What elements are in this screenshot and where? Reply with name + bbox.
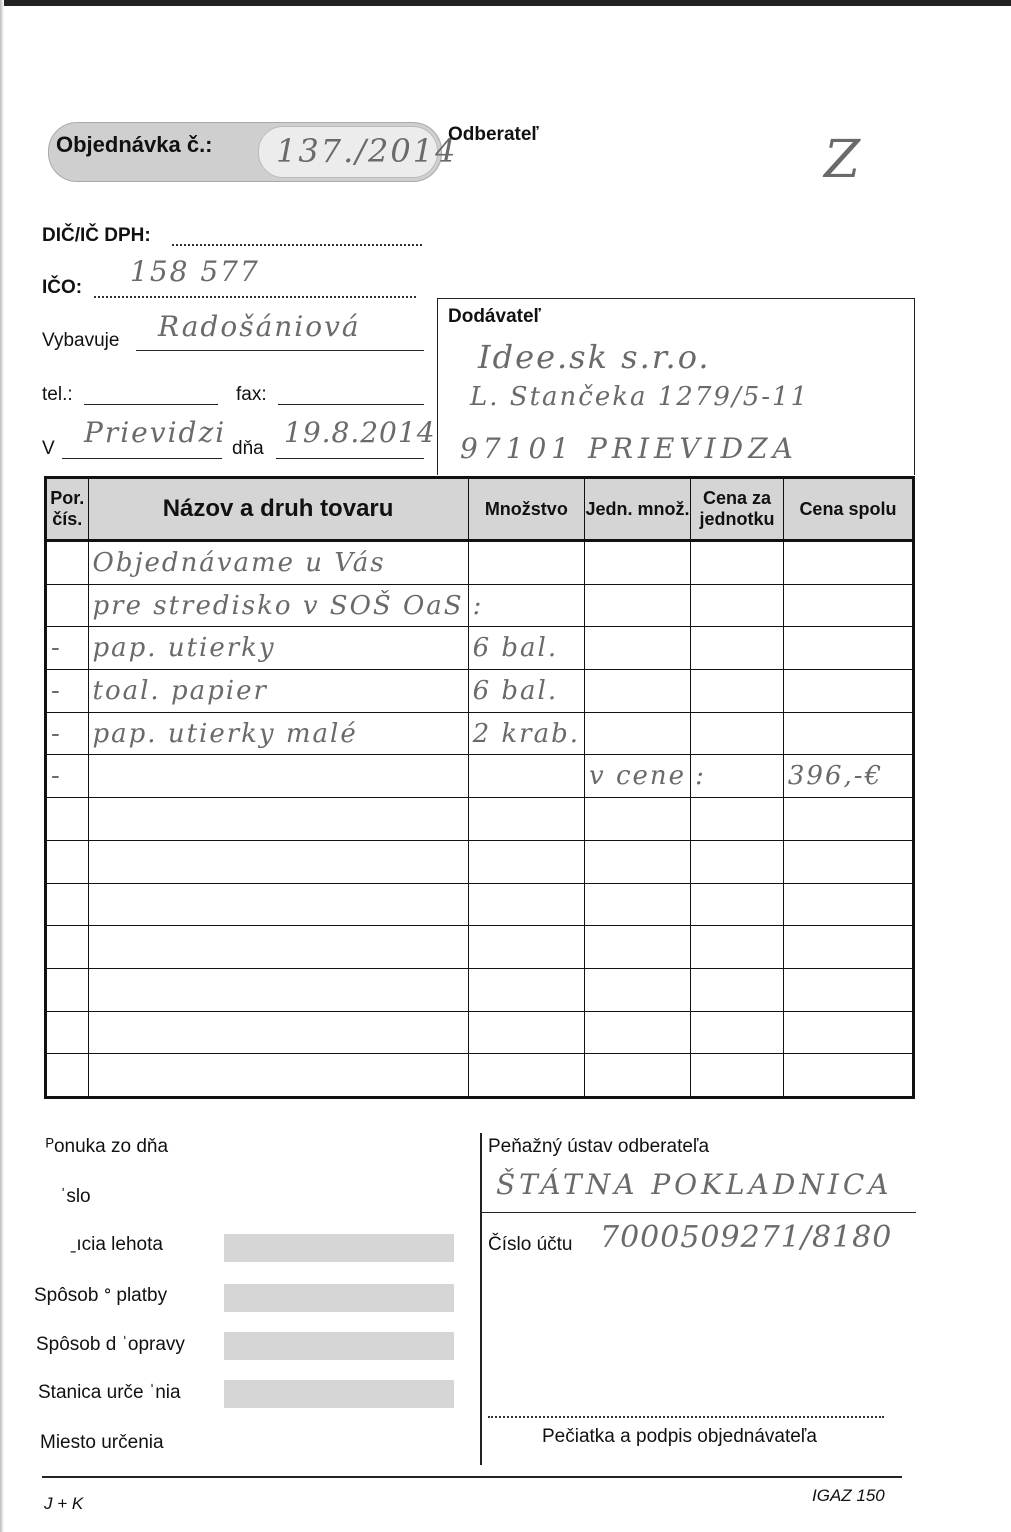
cell-unit-price[interactable] <box>691 670 784 713</box>
table-row <box>46 798 914 841</box>
supplier-city: 97101 PRIEVIDZA <box>460 432 798 465</box>
bank-value: ŠTÁTNA POKLADNICA <box>496 1168 893 1201</box>
cell-total-price[interactable] <box>783 541 913 585</box>
cell-quantity[interactable] <box>468 798 584 841</box>
handled-by-value: Radošániová <box>158 310 361 343</box>
column-header-number: Por. čís. <box>46 478 89 541</box>
cell-unit[interactable]: v cene <box>585 755 691 798</box>
date-label: dňa <box>232 438 264 459</box>
delivery-deadline-field[interactable] <box>224 1234 454 1262</box>
cell-unit-price[interactable]: : <box>691 755 784 798</box>
cell-quantity[interactable] <box>468 755 584 798</box>
cell-total-price[interactable] <box>783 798 913 841</box>
cell-unit-price[interactable] <box>691 541 784 585</box>
cell-item-name[interactable] <box>88 1011 468 1054</box>
bottom-rule <box>42 1476 902 1478</box>
cell-item-name[interactable] <box>88 926 468 969</box>
cell-unit[interactable] <box>585 926 691 969</box>
cell-unit[interactable] <box>585 627 691 670</box>
cell-item-name[interactable] <box>88 840 468 883</box>
table-row <box>46 541 914 585</box>
dic-field[interactable] <box>172 226 422 246</box>
table-row <box>46 755 914 798</box>
cell-total-price[interactable] <box>783 712 913 755</box>
supplier-name: Idee.sk s.r.o. <box>478 338 711 376</box>
destination-place-label: Miesto určenia <box>40 1432 164 1453</box>
corner-mark: Z <box>824 130 863 190</box>
account-label: Číslo účtu <box>488 1234 573 1255</box>
cell-unit-price[interactable] <box>691 627 784 670</box>
place-label: V <box>42 438 55 459</box>
cell-unit-price[interactable] <box>691 584 784 627</box>
items-table <box>44 476 915 1099</box>
cell-total-price[interactable] <box>783 670 913 713</box>
cell-number[interactable] <box>46 798 89 841</box>
cell-unit-price[interactable] <box>691 968 784 1011</box>
payment-method-label: Spôsob ᐤ platby <box>34 1285 168 1306</box>
cell-quantity[interactable]: : <box>468 584 584 627</box>
signature-label: Pečiatka a podpis objednávateľa <box>542 1426 817 1447</box>
cell-number[interactable] <box>46 1054 89 1098</box>
tel-field[interactable] <box>84 384 218 405</box>
order-number-value: 137./2014 <box>276 132 458 170</box>
cell-item-name[interactable] <box>88 798 468 841</box>
cell-item-name[interactable] <box>88 968 468 1011</box>
cell-unit[interactable] <box>585 883 691 926</box>
page-left-edge <box>0 0 4 1532</box>
offer-number-label: ˈslo <box>60 1186 91 1207</box>
table-row <box>46 584 914 627</box>
fax-label: fax: <box>236 384 267 405</box>
cell-quantity[interactable]: 6 bal. <box>468 627 584 670</box>
cell-unit[interactable] <box>585 798 691 841</box>
column-header-unit-price: Cena za jednotku <box>691 478 784 541</box>
cell-unit[interactable] <box>585 968 691 1011</box>
cell-unit[interactable] <box>585 840 691 883</box>
cell-item-name[interactable]: pap. utierky <box>88 627 468 670</box>
payment-method-field[interactable] <box>224 1284 454 1312</box>
delivery-method-field[interactable] <box>224 1332 454 1360</box>
cell-number[interactable] <box>46 926 89 969</box>
supplier-address: L. Stančeka 1279/5-11 <box>470 382 810 412</box>
items-table-body <box>46 541 914 1098</box>
cell-number[interactable] <box>46 883 89 926</box>
cell-quantity[interactable]: 2 krab. <box>468 712 584 755</box>
cell-number[interactable] <box>46 840 89 883</box>
cell-number[interactable] <box>46 541 89 585</box>
cell-total-price[interactable] <box>783 926 913 969</box>
ico-value: 158 577 <box>130 255 260 288</box>
table-row <box>46 670 914 713</box>
cell-unit[interactable] <box>585 1011 691 1054</box>
table-row <box>46 627 914 670</box>
cell-quantity[interactable]: 6 bal. <box>468 670 584 713</box>
cell-unit-price[interactable] <box>691 883 784 926</box>
cell-item-name[interactable]: toal. papier <box>88 670 468 713</box>
place-value: Prievidzi <box>84 416 227 449</box>
cell-item-name[interactable]: pap. utierky malé <box>88 712 468 755</box>
dic-label: DIČ/IČ DPH: <box>42 225 151 246</box>
cell-number[interactable] <box>46 584 89 627</box>
printer-mark: J + K <box>44 1494 84 1513</box>
cell-quantity[interactable] <box>468 1054 584 1098</box>
cell-total-price[interactable] <box>783 968 913 1011</box>
ico-label: IČO: <box>42 277 83 298</box>
cell-unit[interactable] <box>585 1054 691 1098</box>
cell-unit[interactable] <box>585 584 691 627</box>
bank-field[interactable] <box>482 1192 916 1213</box>
table-row <box>46 883 914 926</box>
cell-quantity[interactable] <box>468 541 584 585</box>
column-header-total-price: Cena spolu <box>783 478 913 541</box>
fax-field[interactable] <box>278 384 424 405</box>
cell-unit-price[interactable] <box>691 840 784 883</box>
cell-unit[interactable] <box>585 712 691 755</box>
column-header-item-name: Názov a druh tovaru <box>88 478 468 541</box>
table-row <box>46 1011 914 1054</box>
cell-unit-price[interactable] <box>691 798 784 841</box>
column-header-quantity: Množstvo <box>468 478 584 541</box>
cell-item-name[interactable]: pre stredisko v SOŠ OaS <box>88 584 468 627</box>
cell-number[interactable] <box>46 968 89 1011</box>
cell-total-price[interactable] <box>783 1011 913 1054</box>
table-row <box>46 926 914 969</box>
column-header-unit: Jedn. množ. <box>585 478 691 541</box>
customer-label: Odberateľ <box>448 124 539 145</box>
cell-number[interactable]: - <box>46 712 89 755</box>
order-label: Objednávka č.: <box>56 132 213 157</box>
table-row <box>46 712 914 755</box>
cell-item-name[interactable] <box>88 883 468 926</box>
cell-item-name[interactable]: Objednávame u Vás <box>88 541 468 585</box>
cell-total-price[interactable]: 396,-€ <box>783 755 913 798</box>
handled-by-label: Vybavuje <box>42 330 120 351</box>
bank-label: Peňažný ústav odberateľa <box>488 1136 710 1157</box>
cell-unit[interactable] <box>585 541 691 585</box>
cell-unit-price[interactable] <box>691 712 784 755</box>
cell-number[interactable] <box>46 1011 89 1054</box>
cell-total-price[interactable] <box>783 584 913 627</box>
cell-unit-price[interactable] <box>691 1054 784 1098</box>
cell-quantity[interactable] <box>468 883 584 926</box>
delivery-method-label: Spôsob d ˈopravy <box>36 1334 185 1355</box>
cell-unit-price[interactable] <box>691 1011 784 1054</box>
cell-total-price[interactable] <box>783 1054 913 1098</box>
cell-number[interactable]: - <box>46 670 89 713</box>
cell-quantity[interactable] <box>468 1011 584 1054</box>
table-row <box>46 1054 914 1098</box>
supplier-label: Dodávateľ <box>448 306 541 327</box>
cell-number[interactable]: - <box>46 755 89 798</box>
cell-quantity[interactable] <box>468 968 584 1011</box>
tel-label: tel.: <box>42 384 73 405</box>
destination-station-field[interactable] <box>224 1380 454 1408</box>
table-row <box>46 840 914 883</box>
cell-total-price[interactable] <box>783 840 913 883</box>
cell-unit[interactable] <box>585 670 691 713</box>
delivery-deadline-label: ˍıcia lehota <box>70 1234 163 1255</box>
cell-quantity[interactable] <box>468 840 584 883</box>
date-value: 19.8.2014 <box>284 416 436 449</box>
cell-number[interactable]: - <box>46 627 89 670</box>
destination-station-label: Stanica urče ˈnia <box>38 1382 181 1403</box>
cell-total-price[interactable] <box>783 883 913 926</box>
cell-total-price[interactable] <box>783 627 913 670</box>
signature-line[interactable] <box>488 1406 884 1418</box>
cell-unit-price[interactable] <box>691 926 784 969</box>
cell-quantity[interactable] <box>468 926 584 969</box>
table-header-row <box>46 478 914 541</box>
account-value: 7000509271/8180 <box>600 1220 893 1255</box>
cell-item-name[interactable] <box>88 1054 468 1098</box>
offer-date-label: ᴾonuka zo dňa <box>46 1136 169 1157</box>
page-top-edge <box>0 0 1011 6</box>
footer-divider <box>480 1133 482 1465</box>
table-row <box>46 968 914 1011</box>
cell-item-name[interactable] <box>88 755 468 798</box>
form-code: IGAZ 150 <box>812 1486 885 1505</box>
